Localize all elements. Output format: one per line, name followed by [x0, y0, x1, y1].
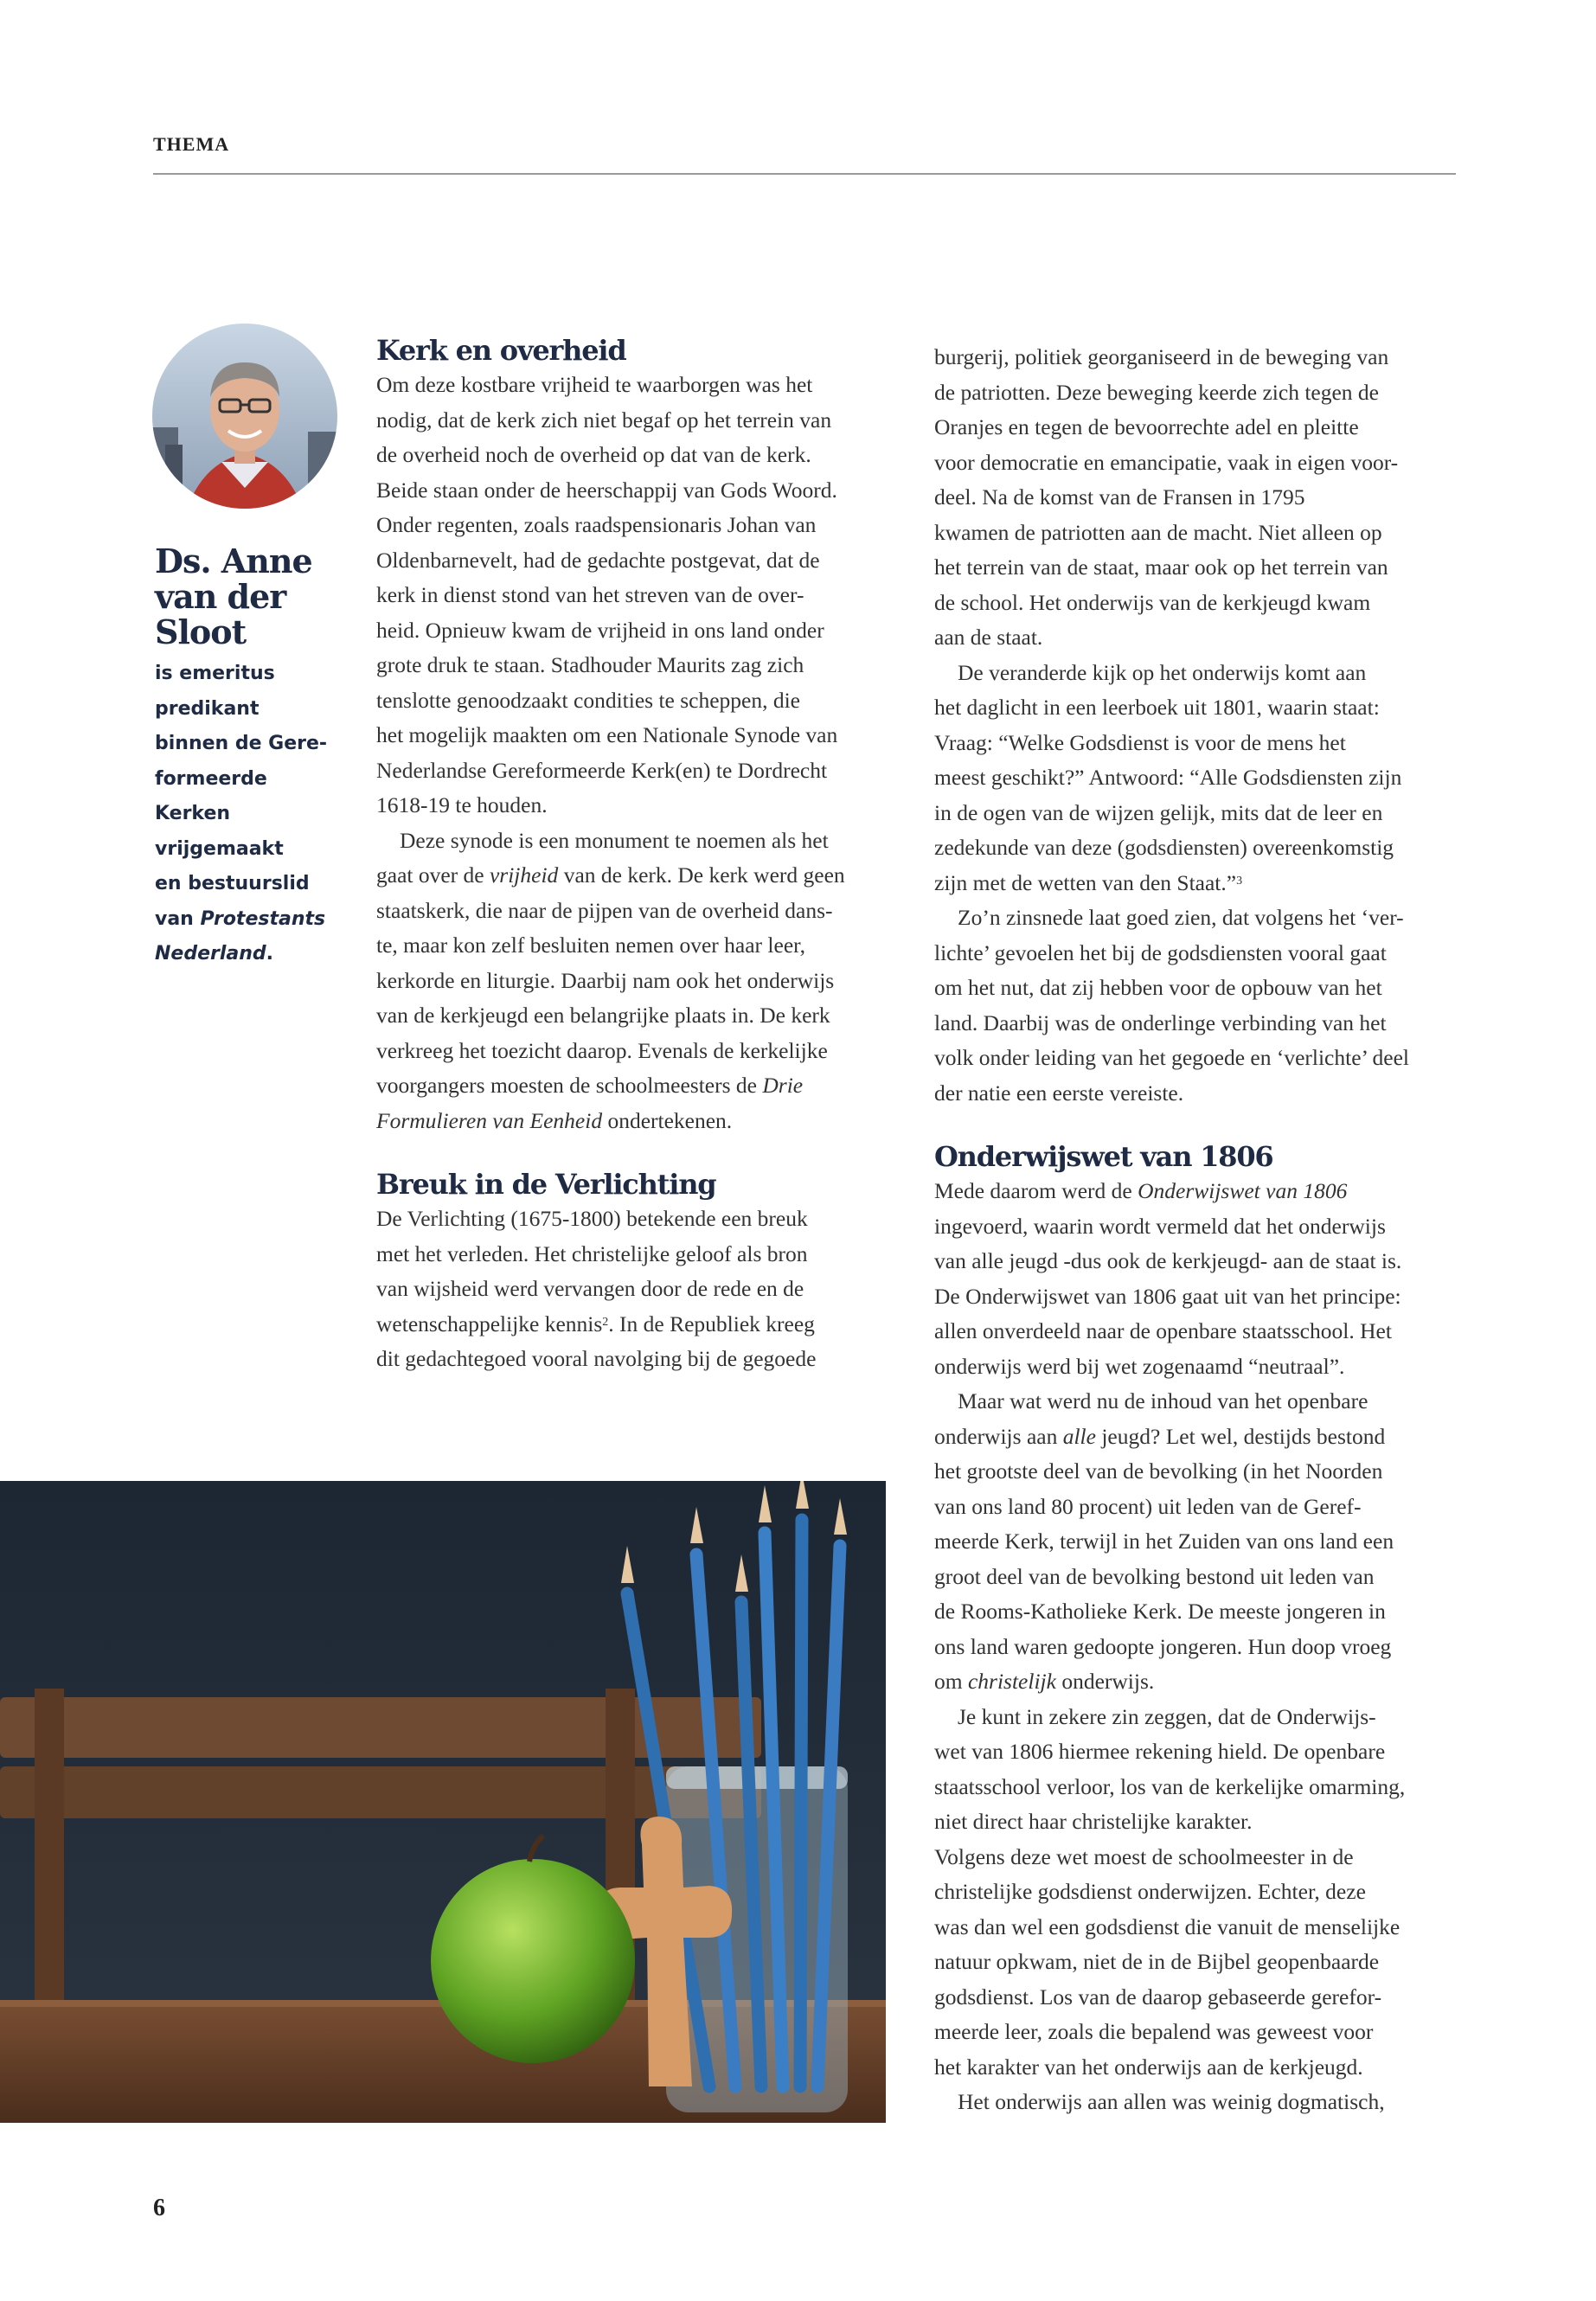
- author-portrait: [152, 324, 337, 509]
- text-line: staatskerk, die naar de pijpen van de overheid dans-: [376, 897, 833, 923]
- text-line: der natie een eerste vereiste.: [934, 1080, 1184, 1106]
- paragraph: [934, 1700, 1458, 1840]
- text-line: deel. Na de komst van de Fransen in 1795: [934, 484, 1305, 510]
- section-heading: Breuk in de Verlichting: [376, 1168, 716, 1201]
- paragraph: [376, 824, 895, 1139]
- text-line: Oldenbarnevelt, had de gedachte postgevat, dat de: [376, 547, 820, 573]
- paragraph: [934, 2085, 1458, 2120]
- author-name: [155, 543, 345, 650]
- text-line: [934, 1664, 1458, 1700]
- paragraph: [376, 1202, 895, 1377]
- text-line: land. Daarbij was de onderlinge verbinding van het: [934, 1009, 1387, 1035]
- text-line: om het nut, dat zij hebben voor de opbouw van het: [934, 975, 1382, 1000]
- text-line: de overheid noch de overheid op dat van de kerk.: [376, 442, 811, 467]
- footnote-marker: 3: [1236, 874, 1243, 888]
- text-line: [934, 1174, 1458, 1209]
- text-line: het terrein van de staat, maar ook op het terrein van: [934, 554, 1388, 580]
- text-line: Beide staan onder de heerschappij van Gods Woord.: [376, 477, 837, 503]
- text-line: het grootste deel van de bevolking (in het Noorden: [934, 1458, 1383, 1484]
- text-line: [376, 1307, 895, 1343]
- text-line: [376, 1104, 895, 1139]
- author-name-line: van der: [155, 577, 286, 616]
- text-line: verkreeg het toezicht daarop. Evenals de kerkelijke: [376, 1037, 828, 1063]
- text-line: Zo’n zinsnede laat goed zien, dat volgens het ‘ver-: [958, 905, 1404, 930]
- classroom-still-life-image: [0, 1481, 886, 2123]
- author-bio-line: [155, 902, 337, 938]
- paragraph: [934, 656, 1458, 901]
- text-line: staatsschool verloor, los van de kerkelijke omarming,: [934, 1773, 1406, 1799]
- text-line: volk onder leiding van het gegoede en ‘verlichte’ deel: [934, 1045, 1409, 1070]
- section-heading: Onderwijswet van 1806: [934, 1140, 1273, 1173]
- text-run: wetenschappelijke kennis: [376, 1311, 603, 1336]
- text-line: kerk in dienst stond van het streven van de over-: [376, 582, 804, 607]
- text-line: meerde Kerk, terwijl in het Zuiden van ons land een: [934, 1529, 1394, 1554]
- author-bio-line: vrijgemaakt: [155, 837, 284, 860]
- text-run: . In de Republiek kreeg: [608, 1311, 815, 1336]
- paragraph: [934, 901, 1458, 1111]
- bio-text: .: [266, 943, 274, 965]
- text-line: van alle jeugd -dus ook de kerkjeugd- aan de staat is.: [934, 1248, 1402, 1273]
- header-divider: [153, 173, 1456, 175]
- text-line: godsdienst. Los van de daarop gebaseerde gerefor-: [934, 1984, 1382, 2009]
- text-line: zedekunde van deze (godsdiensten) overeenkomstig: [934, 835, 1394, 860]
- text-line: allen onverdeeld naar de openbare staatsschool. Het: [934, 1318, 1392, 1343]
- text-line: meerde leer, zoals die bepalend was geweest voor: [934, 2019, 1374, 2044]
- text-line: ons land waren gedoopte jongeren. Hun doop vroeg: [934, 1633, 1392, 1659]
- text-line: was dan wel een godsdienst die vanuit de menselijke: [934, 1913, 1401, 1939]
- bio-organisation: Protestants: [200, 907, 326, 930]
- emphasis: christelijk: [967, 1669, 1056, 1694]
- section-heading: Kerk en overheid: [376, 334, 626, 367]
- text-line: kerkorde en liturgie. Daarbij nam ook het onderwijs: [376, 967, 835, 993]
- text-line: de school. Het onderwijs van de kerkjeugd kwam: [934, 589, 1371, 615]
- bio-text: van: [155, 907, 201, 930]
- text-line: lichte’ gevoelen het bij de godsdiensten vooral gaat: [934, 939, 1387, 965]
- bio-organisation: Nederland: [155, 943, 266, 965]
- text-line: voor democratie en emancipatie, vaak in eigen voor-: [934, 449, 1399, 475]
- text-line: van de kerkjeugd een belangrijke plaats in. De kerk: [376, 1003, 830, 1028]
- text-run: van de kerk. De kerk werd geen: [558, 862, 845, 888]
- text-line: meest geschikt?” Antwoord: “Alle Godsdiensten zijn: [934, 765, 1402, 790]
- author-bio-line: [155, 937, 337, 972]
- text-line: de patriotten. Deze beweging keerde zich tegen de: [934, 379, 1379, 405]
- emphasis: alle: [1062, 1423, 1096, 1449]
- text-run: om: [934, 1669, 968, 1694]
- text-line: burgerij, politiek georganiseerd in de beweging van: [934, 344, 1389, 369]
- section-label: THEMA: [153, 133, 230, 155]
- text-line: De Verlichting (1675-1800) betekende een breuk: [376, 1206, 808, 1231]
- text-line: kwamen de patriotten aan de macht. Niet alleen op: [934, 519, 1382, 545]
- emphasis: Onderwijswet van 1806: [1138, 1178, 1348, 1203]
- text-line: met het verleden. Het christelijke geloof als bron: [376, 1240, 808, 1266]
- page-number: 6: [153, 2195, 165, 2221]
- text-line: heid. Opnieuw kwam de vrijheid in ons land onder: [376, 617, 824, 643]
- text-run: jeugd? Let wel, destijds bestond: [1095, 1423, 1386, 1449]
- text-line: ingevoerd, waarin wordt vermeld dat het onderwijs: [934, 1213, 1386, 1239]
- author-bio: [155, 657, 337, 972]
- author-bio-line: formeerde: [155, 767, 267, 790]
- text-run: ondertekenen.: [602, 1107, 733, 1133]
- text-line: Het onderwijs aan allen was weinig dogmatisch,: [958, 2089, 1385, 2114]
- paragraph: [376, 368, 895, 824]
- author-bio-line: binnen de Gere-: [155, 733, 328, 754]
- text-line: aan de staat.: [934, 625, 1043, 650]
- text-line: [376, 1068, 895, 1104]
- text-line: Om deze kostbare vrijheid te waarborgen was het: [376, 372, 813, 397]
- text-line: het daglicht in een leerboek uit 1801, waarin staat:: [934, 695, 1380, 720]
- text-line: Vraag: “Welke Godsdienst is voor de mens het: [934, 729, 1346, 755]
- text-line: van ons land 80 procent) uit leden van de Geref-: [934, 1493, 1362, 1519]
- text-line: tenslotte genoodzaakt condities te scheppen, die: [376, 687, 801, 713]
- text-line: [934, 1420, 1458, 1455]
- article-column-1: [376, 333, 895, 1377]
- pencils-apple-photo: [0, 1481, 886, 2123]
- text-line: te, maar kon zelf besluiten nemen over haar leer,: [376, 933, 805, 958]
- text-run: voorgangers moesten de schoolmeesters de: [376, 1073, 763, 1098]
- text-line: De veranderde kijk op het onderwijs komt aan: [958, 659, 1367, 685]
- text-line: Nederlandse Gereformeerde Kerk(en) te Dordrecht: [376, 757, 828, 783]
- text-line: 1618-19 te houden.: [376, 792, 548, 817]
- article-column-2: [934, 340, 1458, 2120]
- author-bio-line: Kerken: [155, 803, 231, 824]
- paragraph: [934, 1174, 1458, 1384]
- text-line: wet van 1806 hiermee rekening hield. De openbare: [934, 1739, 1386, 1764]
- text-line: Onder regenten, zoals raadspensionaris Johan van: [376, 512, 817, 537]
- text-run: onderwijs aan: [934, 1423, 1063, 1449]
- text-line: de Rooms-Katholieke Kerk. De meeste jongeren in: [934, 1599, 1386, 1624]
- emphasis: vrijheid: [489, 862, 559, 888]
- author-bio-line: is emeritus: [155, 663, 275, 684]
- text-line: Volgens deze wet moest de schoolmeester in de: [934, 1843, 1354, 1869]
- author-name-line: Sloot: [155, 612, 247, 651]
- author-bio-line: predikant: [155, 697, 260, 720]
- text-line: christelijke godsdienst onderwijzen. Echter, deze: [934, 1879, 1366, 1904]
- text-run: zijn met de wetten van den Staat.”: [934, 869, 1237, 895]
- text-line: Je kunt in zekere zin zeggen, dat de Onderwijs-: [958, 1703, 1376, 1729]
- paragraph: [934, 1384, 1458, 1700]
- text-line: het karakter van het onderwijs aan de kerkjeugd.: [934, 2054, 1363, 2080]
- text-line: [376, 858, 895, 894]
- emphasis: Drie: [762, 1073, 804, 1098]
- text-run: gaat over de: [376, 862, 490, 888]
- text-line: De Onderwijswet van 1806 gaat uit van het principe:: [934, 1283, 1401, 1309]
- text-line: grote druk te staan. Stadhouder Maurits zag zich: [376, 652, 804, 677]
- author-bio-line: en bestuurslid: [155, 873, 310, 894]
- text-line: groot deel van de bevolking bestond uit leden van: [934, 1563, 1375, 1589]
- text-line: natuur opkwam, niet de in de Bijbel geopenbaarde: [934, 1949, 1380, 1974]
- text-run: Mede daarom werd de: [934, 1178, 1138, 1203]
- footnote-marker: 2: [602, 1315, 609, 1329]
- text-line: dit gedachtegoed vooral navolging bij de gegoede: [376, 1346, 817, 1371]
- paragraph: [934, 1840, 1458, 2086]
- text-line: het mogelijk maakten om een Nationale Synode van: [376, 722, 838, 747]
- text-line: Oranjes en tegen de bevoorrechte adel en pleitte: [934, 414, 1359, 439]
- text-line: [934, 866, 1458, 901]
- text-line: Maar wat werd nu de inhoud van het openbare: [958, 1388, 1368, 1413]
- author-name-line: Ds. Anne: [155, 542, 312, 580]
- text-line: niet direct haar christelijke karakter.: [934, 1809, 1253, 1834]
- text-line: Deze synode is een monument te noemen als het: [400, 827, 829, 853]
- text-line: nodig, dat de kerk zich niet begaf op het terrein van: [376, 407, 832, 433]
- text-line: van wijsheid werd vervangen door de rede en de: [376, 1276, 804, 1301]
- text-line: onderwijs werd bij wet zogenaamd “neutraal”.: [934, 1353, 1345, 1379]
- emphasis: Formulieren van Eenheid: [376, 1107, 603, 1133]
- author-portrait-image: [152, 324, 337, 509]
- paragraph: [934, 340, 1458, 656]
- text-line: in de ogen van de wijzen gelijk, mits dat de leer en: [934, 799, 1383, 825]
- text-run: onderwijs.: [1055, 1669, 1155, 1694]
